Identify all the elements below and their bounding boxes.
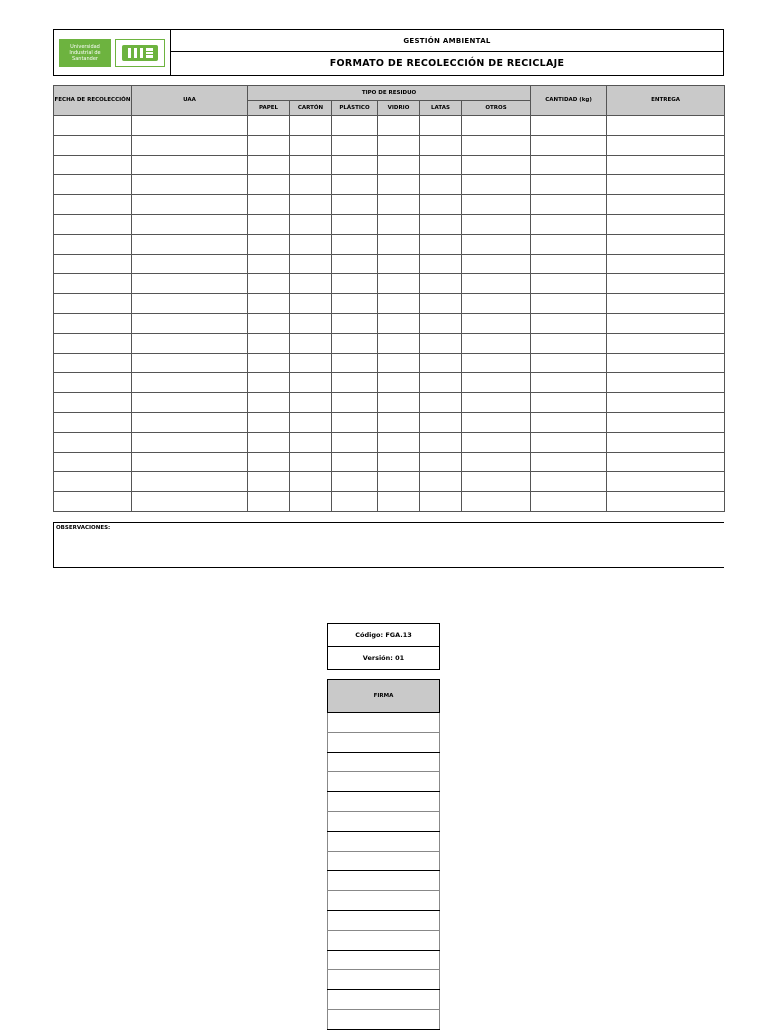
signature-cell[interactable] xyxy=(328,891,440,911)
table-cell[interactable] xyxy=(248,333,290,353)
table-cell[interactable] xyxy=(420,214,462,234)
col-header-latas: LATAS xyxy=(420,101,462,116)
table-cell[interactable] xyxy=(248,155,290,175)
table-cell[interactable] xyxy=(290,254,332,274)
table-cell[interactable] xyxy=(290,373,332,393)
table-cell[interactable] xyxy=(290,116,332,136)
table-cell[interactable] xyxy=(607,155,725,175)
signature-table-body xyxy=(328,713,440,1030)
table-cell[interactable] xyxy=(531,294,607,314)
document-code-box xyxy=(327,623,440,670)
table-cell[interactable] xyxy=(607,116,725,136)
logo-university-name: Universidad Industrial de Santander xyxy=(59,39,111,67)
header-titles xyxy=(171,30,723,75)
table-cell[interactable] xyxy=(420,452,462,472)
table-cell[interactable] xyxy=(462,234,531,254)
table-cell[interactable] xyxy=(332,254,378,274)
signature-row xyxy=(328,910,440,930)
collection-table-body xyxy=(54,116,725,512)
table-cell[interactable] xyxy=(531,353,607,373)
table-cell[interactable] xyxy=(607,432,725,452)
signature-cell[interactable] xyxy=(328,831,440,851)
table-cell[interactable] xyxy=(531,472,607,492)
table-cell[interactable] xyxy=(462,432,531,452)
table-cell[interactable] xyxy=(607,175,725,195)
table-cell[interactable] xyxy=(420,432,462,452)
table-row xyxy=(54,373,725,393)
table-cell[interactable] xyxy=(378,313,420,333)
signature-row xyxy=(328,713,440,733)
table-cell[interactable] xyxy=(54,412,132,432)
table-cell[interactable] xyxy=(462,472,531,492)
table-cell[interactable] xyxy=(248,412,290,432)
table-cell[interactable] xyxy=(607,353,725,373)
table-cell[interactable] xyxy=(54,393,132,413)
col-header-papel: PAPEL xyxy=(248,101,290,116)
table-cell[interactable] xyxy=(248,135,290,155)
table-row xyxy=(54,432,725,452)
table-cell[interactable] xyxy=(607,393,725,413)
table-cell[interactable] xyxy=(332,333,378,353)
table-cell[interactable] xyxy=(54,155,132,175)
table-cell[interactable] xyxy=(54,294,132,314)
table-cell[interactable] xyxy=(54,313,132,333)
table-cell[interactable] xyxy=(531,214,607,234)
col-header-tipo-residuo: TIPO DE RESIDUO xyxy=(248,86,531,101)
table-cell[interactable] xyxy=(607,234,725,254)
table-cell[interactable] xyxy=(420,116,462,136)
table-cell[interactable] xyxy=(462,313,531,333)
signature-cell[interactable] xyxy=(328,792,440,812)
col-header-fecha: FECHA DE RECOLECCIÓN xyxy=(54,86,132,116)
table-row xyxy=(54,274,725,294)
uis-mark-icon xyxy=(115,39,165,67)
signature-row xyxy=(328,732,440,752)
table-cell[interactable] xyxy=(378,333,420,353)
table-cell[interactable] xyxy=(531,175,607,195)
table-cell[interactable] xyxy=(420,313,462,333)
table-cell[interactable] xyxy=(248,313,290,333)
table-cell[interactable] xyxy=(248,472,290,492)
table-cell[interactable] xyxy=(378,234,420,254)
table-cell[interactable] xyxy=(607,333,725,353)
table-row xyxy=(54,452,725,472)
table-cell[interactable] xyxy=(378,492,420,512)
table-cell[interactable] xyxy=(607,492,725,512)
table-cell[interactable] xyxy=(332,353,378,373)
table-cell[interactable] xyxy=(378,254,420,274)
table-cell[interactable] xyxy=(132,254,248,274)
table-cell[interactable] xyxy=(132,373,248,393)
signature-row xyxy=(328,871,440,891)
table-cell[interactable] xyxy=(54,175,132,195)
table-cell[interactable] xyxy=(248,492,290,512)
table-row xyxy=(54,492,725,512)
table-row xyxy=(54,393,725,413)
table-cell[interactable] xyxy=(607,313,725,333)
table-cell[interactable] xyxy=(462,353,531,373)
signature-row xyxy=(328,930,440,950)
table-cell[interactable] xyxy=(248,393,290,413)
table-cell[interactable] xyxy=(54,274,132,294)
table-cell[interactable] xyxy=(248,432,290,452)
table-cell[interactable] xyxy=(462,492,531,512)
table-cell[interactable] xyxy=(290,313,332,333)
table-cell[interactable] xyxy=(420,353,462,373)
table-cell[interactable] xyxy=(132,393,248,413)
table-cell[interactable] xyxy=(248,234,290,254)
signature-cell[interactable] xyxy=(328,811,440,831)
table-cell[interactable] xyxy=(462,412,531,432)
table-cell[interactable] xyxy=(290,333,332,353)
table-cell[interactable] xyxy=(248,452,290,472)
table-cell[interactable] xyxy=(420,294,462,314)
table-cell[interactable] xyxy=(332,294,378,314)
table-cell[interactable] xyxy=(332,373,378,393)
signature-cell[interactable] xyxy=(328,772,440,792)
signature-row xyxy=(328,891,440,911)
table-row xyxy=(54,234,725,254)
table-cell[interactable] xyxy=(420,373,462,393)
table-cell[interactable] xyxy=(54,214,132,234)
table-cell[interactable] xyxy=(332,472,378,492)
collection-table xyxy=(53,85,725,512)
table-cell[interactable] xyxy=(132,155,248,175)
col-header-uaa: UAA xyxy=(132,86,248,116)
table-cell[interactable] xyxy=(462,452,531,472)
table-cell[interactable] xyxy=(462,294,531,314)
table-cell[interactable] xyxy=(378,274,420,294)
table-cell[interactable] xyxy=(332,492,378,512)
table-cell[interactable] xyxy=(420,234,462,254)
table-cell[interactable] xyxy=(54,492,132,512)
table-cell[interactable] xyxy=(378,155,420,175)
signature-cell[interactable] xyxy=(328,713,440,733)
table-cell[interactable] xyxy=(332,214,378,234)
table-cell[interactable] xyxy=(531,333,607,353)
table-cell[interactable] xyxy=(607,373,725,393)
table-cell[interactable] xyxy=(531,195,607,215)
table-cell[interactable] xyxy=(248,116,290,136)
table-cell[interactable] xyxy=(462,333,531,353)
signature-row xyxy=(328,1009,440,1029)
table-cell[interactable] xyxy=(378,472,420,492)
table-cell[interactable] xyxy=(332,412,378,432)
table-cell[interactable] xyxy=(462,373,531,393)
table-cell[interactable] xyxy=(290,492,332,512)
table-row xyxy=(54,116,725,136)
table-cell[interactable] xyxy=(531,155,607,175)
table-row xyxy=(54,175,725,195)
table-cell[interactable] xyxy=(420,175,462,195)
table-cell[interactable] xyxy=(248,353,290,373)
table-cell[interactable] xyxy=(290,135,332,155)
signature-row xyxy=(328,772,440,792)
table-cell[interactable] xyxy=(378,432,420,452)
table-cell[interactable] xyxy=(420,274,462,294)
table-cell[interactable] xyxy=(531,116,607,136)
table-cell[interactable] xyxy=(290,195,332,215)
table-cell[interactable] xyxy=(462,274,531,294)
table-cell[interactable] xyxy=(378,175,420,195)
table-cell[interactable] xyxy=(132,116,248,136)
table-cell[interactable] xyxy=(531,393,607,413)
table-cell[interactable] xyxy=(332,195,378,215)
table-cell[interactable] xyxy=(420,333,462,353)
table-cell[interactable] xyxy=(54,234,132,254)
table-cell[interactable] xyxy=(607,274,725,294)
table-cell[interactable] xyxy=(531,313,607,333)
table-cell[interactable] xyxy=(54,452,132,472)
table-cell[interactable] xyxy=(290,393,332,413)
table-cell[interactable] xyxy=(132,135,248,155)
table-cell[interactable] xyxy=(462,195,531,215)
table-cell[interactable] xyxy=(332,452,378,472)
table-cell[interactable] xyxy=(132,234,248,254)
table-cell[interactable] xyxy=(54,116,132,136)
table-cell[interactable] xyxy=(531,492,607,512)
table-cell[interactable] xyxy=(378,393,420,413)
table-cell[interactable] xyxy=(531,254,607,274)
table-cell[interactable] xyxy=(332,234,378,254)
table-cell[interactable] xyxy=(54,373,132,393)
table-cell[interactable] xyxy=(378,412,420,432)
table-row xyxy=(54,135,725,155)
table-cell[interactable] xyxy=(607,135,725,155)
signature-row xyxy=(328,792,440,812)
table-cell[interactable] xyxy=(54,432,132,452)
table-cell[interactable] xyxy=(54,472,132,492)
table-row xyxy=(54,333,725,353)
observations-label: OBSERVACIONES: xyxy=(56,525,111,531)
signature-cell[interactable] xyxy=(328,732,440,752)
table-cell[interactable] xyxy=(607,254,725,274)
table-cell[interactable] xyxy=(378,294,420,314)
signature-row xyxy=(328,990,440,1010)
signature-cell[interactable] xyxy=(328,1009,440,1029)
signature-cell[interactable] xyxy=(328,752,440,772)
table-cell[interactable] xyxy=(462,175,531,195)
table-cell[interactable] xyxy=(531,373,607,393)
table-row xyxy=(54,254,725,274)
table-row xyxy=(54,155,725,175)
signature-table xyxy=(327,679,440,1030)
table-cell[interactable] xyxy=(54,195,132,215)
table-cell[interactable] xyxy=(248,214,290,234)
table-cell[interactable] xyxy=(462,155,531,175)
table-row xyxy=(54,195,725,215)
table-row xyxy=(54,214,725,234)
table-cell[interactable] xyxy=(462,254,531,274)
table-cell[interactable] xyxy=(248,274,290,294)
department-title: GESTIÓN AMBIENTAL xyxy=(171,30,723,52)
signature-cell[interactable] xyxy=(328,950,440,970)
table-cell[interactable] xyxy=(462,214,531,234)
table-cell[interactable] xyxy=(378,135,420,155)
col-header-entrega: ENTREGA xyxy=(607,86,725,116)
signature-cell[interactable] xyxy=(328,930,440,950)
table-row xyxy=(54,294,725,314)
table-cell[interactable] xyxy=(132,492,248,512)
table-cell[interactable] xyxy=(132,412,248,432)
signature-cell[interactable] xyxy=(328,910,440,930)
table-cell[interactable] xyxy=(531,452,607,472)
table-cell[interactable] xyxy=(132,452,248,472)
col-header-vidrio: VIDRIO xyxy=(378,101,420,116)
table-cell[interactable] xyxy=(290,294,332,314)
signature-cell[interactable] xyxy=(328,851,440,871)
table-cell[interactable] xyxy=(290,432,332,452)
signature-header: FIRMA xyxy=(328,680,440,713)
table-cell[interactable] xyxy=(290,214,332,234)
table-cell[interactable] xyxy=(248,373,290,393)
table-row xyxy=(54,313,725,333)
document-version: Versión: 01 xyxy=(362,654,405,662)
table-row xyxy=(54,472,725,492)
table-cell[interactable] xyxy=(332,274,378,294)
table-cell[interactable] xyxy=(378,373,420,393)
table-cell[interactable] xyxy=(248,195,290,215)
table-cell[interactable] xyxy=(378,214,420,234)
col-header-otros: OTROS xyxy=(462,101,531,116)
col-header-plastico: PLÁSTICO xyxy=(332,101,378,116)
table-cell[interactable] xyxy=(462,135,531,155)
signature-row xyxy=(328,970,440,990)
observations-box[interactable] xyxy=(53,522,724,568)
table-cell[interactable] xyxy=(332,393,378,413)
table-cell[interactable] xyxy=(607,195,725,215)
table-cell[interactable] xyxy=(462,393,531,413)
table-row xyxy=(54,353,725,373)
table-cell[interactable] xyxy=(420,155,462,175)
table-cell[interactable] xyxy=(332,313,378,333)
table-cell[interactable] xyxy=(290,412,332,432)
table-cell[interactable] xyxy=(290,472,332,492)
table-cell[interactable] xyxy=(420,195,462,215)
table-cell[interactable] xyxy=(332,175,378,195)
uis-logo xyxy=(54,30,171,75)
signature-cell[interactable] xyxy=(328,970,440,990)
signature-row xyxy=(328,831,440,851)
signature-cell[interactable] xyxy=(328,990,440,1010)
document-code: Código: FGA.13 xyxy=(328,624,439,647)
form-header xyxy=(53,29,724,76)
table-cell[interactable] xyxy=(531,234,607,254)
table-cell[interactable] xyxy=(132,214,248,234)
table-cell[interactable] xyxy=(290,155,332,175)
table-cell[interactable] xyxy=(290,175,332,195)
table-cell[interactable] xyxy=(248,175,290,195)
table-cell[interactable] xyxy=(248,254,290,274)
table-cell[interactable] xyxy=(332,432,378,452)
table-cell[interactable] xyxy=(420,412,462,432)
table-cell[interactable] xyxy=(132,175,248,195)
signature-cell[interactable] xyxy=(328,871,440,891)
table-cell[interactable] xyxy=(290,353,332,373)
table-cell[interactable] xyxy=(607,452,725,472)
table-cell[interactable] xyxy=(531,135,607,155)
signature-row xyxy=(328,811,440,831)
table-cell[interactable] xyxy=(378,195,420,215)
table-cell[interactable] xyxy=(607,214,725,234)
table-cell[interactable] xyxy=(290,234,332,254)
table-cell[interactable] xyxy=(290,452,332,472)
form-title: FORMATO DE RECOLECCIÓN DE RECICLAJE xyxy=(329,58,565,69)
table-cell[interactable] xyxy=(378,116,420,136)
table-cell[interactable] xyxy=(531,412,607,432)
table-cell[interactable] xyxy=(462,116,531,136)
table-cell[interactable] xyxy=(420,135,462,155)
table-cell[interactable] xyxy=(132,353,248,373)
table-cell[interactable] xyxy=(332,116,378,136)
table-cell[interactable] xyxy=(378,452,420,472)
table-row xyxy=(54,412,725,432)
col-header-carton: CARTÓN xyxy=(290,101,332,116)
table-cell[interactable] xyxy=(132,274,248,294)
table-cell[interactable] xyxy=(54,135,132,155)
table-cell[interactable] xyxy=(332,155,378,175)
table-cell[interactable] xyxy=(420,492,462,512)
table-cell[interactable] xyxy=(54,333,132,353)
table-cell[interactable] xyxy=(132,333,248,353)
col-header-cantidad: CANTIDAD (kg) xyxy=(531,86,607,116)
table-cell[interactable] xyxy=(54,353,132,373)
table-cell[interactable] xyxy=(54,254,132,274)
table-cell[interactable] xyxy=(607,294,725,314)
table-cell[interactable] xyxy=(531,274,607,294)
table-cell[interactable] xyxy=(332,135,378,155)
signature-row xyxy=(328,950,440,970)
table-cell[interactable] xyxy=(132,472,248,492)
table-cell[interactable] xyxy=(132,195,248,215)
table-cell[interactable] xyxy=(607,412,725,432)
table-cell[interactable] xyxy=(531,432,607,452)
table-cell[interactable] xyxy=(420,254,462,274)
table-cell[interactable] xyxy=(420,393,462,413)
table-cell[interactable] xyxy=(378,353,420,373)
table-cell[interactable] xyxy=(290,274,332,294)
signature-row xyxy=(328,851,440,871)
table-cell[interactable] xyxy=(132,432,248,452)
signature-row xyxy=(328,752,440,772)
table-cell[interactable] xyxy=(607,472,725,492)
table-cell[interactable] xyxy=(132,294,248,314)
table-cell[interactable] xyxy=(132,313,248,333)
table-cell[interactable] xyxy=(248,294,290,314)
table-cell[interactable] xyxy=(420,472,462,492)
